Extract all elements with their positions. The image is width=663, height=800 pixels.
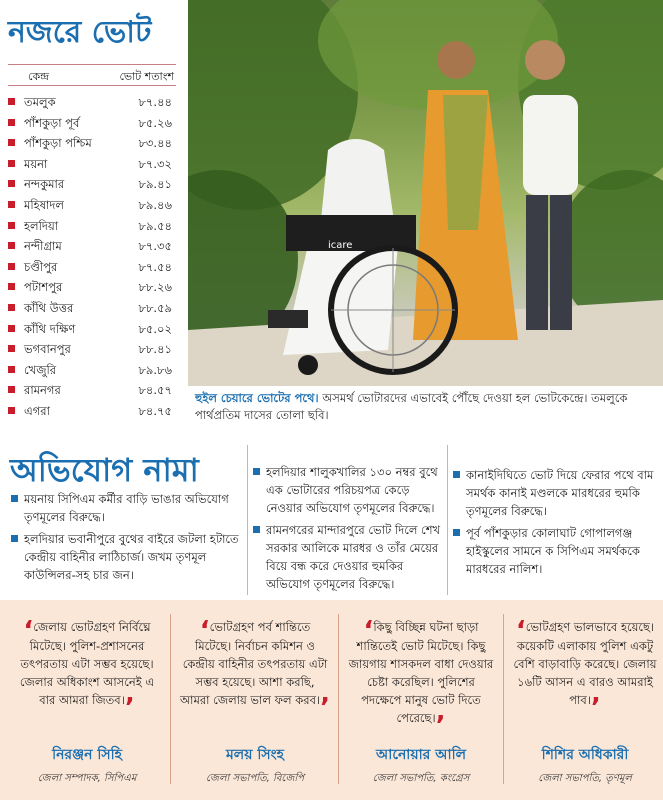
vote-percent: ৮৯.৪১ (138, 177, 172, 192)
bullet-icon (8, 201, 15, 208)
bullet-icon (8, 304, 15, 311)
caption-lead: হুইল চেয়ারে ভোটের পথে। (195, 391, 319, 405)
vote-percent: ৮৪.৫৭ (138, 383, 172, 398)
bullet-icon (8, 386, 15, 393)
turnout-row (8, 319, 176, 337)
complaint-item: রামনগরের মান্দারপুরে ভোট দিলে শেখ সরকার আলিকে মারধর ও তাঁর মেয়ের বিয়ে বন্ধ করে দেওয়ার হুমকির অভিযোগ তৃণমূলের বিরুদ্ধে। (252, 521, 444, 593)
turnout-row (8, 92, 176, 110)
complaint-item: পূর্ব পাঁশকুড়ার কোলাঘাট গোপালগঞ্জ হাইস্কুলের সামনে ক সিপিএম সমর্থককে মারধরের নালিশ। (452, 524, 657, 578)
header-center: কেন্দ্র (28, 70, 50, 83)
vote-percent: ৮৭.৩৫ (138, 239, 172, 254)
quote-role: জেলা সভাপতি, বিজেপি (205, 773, 305, 784)
center-name: ময়না (24, 156, 48, 171)
turnout-row (8, 133, 176, 151)
bullet-icon (8, 407, 15, 414)
vote-percent: ৮৯.৮৬ (138, 362, 172, 377)
vote-percent: ৮৭.৪৪ (138, 95, 172, 109)
quote-block (510, 616, 660, 784)
center-name: কাঁথি দক্ষিণ (24, 321, 76, 336)
turnout-panel (0, 0, 188, 433)
complaints-col-3 (452, 466, 657, 578)
vote-percent: ৮৮.৪১ (138, 342, 172, 357)
bullet-icon (8, 366, 15, 373)
bullet-icon (8, 98, 15, 105)
vote-percent: ৮৪.৭৫ (138, 404, 172, 418)
turnout-row (8, 298, 176, 316)
quote-role: জেলা সভাপতি, তৃণমূল (538, 773, 632, 784)
vote-percent: ৮৭.৫৪ (138, 259, 172, 274)
bullet-icon (8, 283, 15, 290)
open-quote-icon: ‘ (363, 616, 374, 646)
complaint-item: কানাইদিঘিতে ভোট দিয়ে ফেরার পথে বাম সমর্থক কানাই মণ্ডলকে মারধরের হুমকি তৃণমূলের বিরুদ্ধে। (452, 466, 657, 520)
wheelchair-photo-illustration (188, 0, 663, 386)
quote-author: মলয় সিংহ (226, 747, 284, 763)
quote-divider (338, 614, 339, 784)
complaints-title: অভিযোগ নামা (10, 451, 199, 489)
complaint-item: হলদিয়ার ভবানীপুরে বুথের বাইরে জটলা হটাতে কেন্দ্রীয় বাহিনীর লাঠিচার্জ। জখম তৃণমূল কাউন্সিলর-সহ চার জন। (10, 530, 242, 584)
wheelchair-brand: icare (328, 240, 353, 251)
bullet-icon (8, 263, 15, 270)
turnout-row (8, 401, 176, 419)
vote-percent: ৮৫.২৬ (138, 115, 172, 130)
center-name: নন্দীগ্রাম (24, 239, 62, 254)
turnout-row (8, 339, 176, 357)
center-name: খেজুরি (24, 362, 57, 377)
close-quote-icon: ’ (590, 693, 601, 723)
center-name: মহিষাদল (24, 198, 65, 212)
complaints-col-1 (10, 490, 242, 584)
turnout-row (8, 380, 176, 398)
vote-percent: ৮৫.০২ (138, 321, 172, 336)
quote-text: ভোটগ্রহণ পর্ব শান্তিতে মিটেছে। নির্বাচন কমিশন ও কেন্দ্রীয় বাহিনীর তৎপরতায় এটা সম্ভব হয়েছে। আশা করছি, আমরা জেলায় ভাল ফল করব। (180, 620, 328, 707)
column-divider (447, 445, 448, 595)
vote-percent: ৮৮.২৬ (138, 280, 172, 295)
quote-block (180, 616, 330, 784)
turnout-row (8, 277, 176, 295)
bullet-icon (8, 222, 15, 229)
bullet-icon (8, 242, 15, 249)
vote-percent: ৮৮.৫৯ (138, 301, 172, 315)
turnout-row (8, 360, 176, 378)
turnout-row (8, 257, 176, 275)
center-name: চণ্ডীপুর (24, 259, 58, 274)
quote-author: নিরঞ্জন সিহি (52, 747, 122, 763)
center-name: কাঁথি উত্তর (24, 301, 74, 315)
bullet-icon (8, 160, 15, 167)
quote-divider (503, 614, 504, 784)
column-divider (247, 445, 248, 595)
quote-role: জেলা সম্পাদক, সিপিএম (37, 773, 137, 784)
center-name: এগরা (24, 404, 50, 418)
quote-text: জেলায় ভোটগ্রহণ নির্বিঘ্নে মিটেছে। পুলিশ-প্রশাসনের তৎপরতায় এটা সম্ভব হয়েছে। জেলার অধিকাংশ আসনেই এ বার আমরা জিতব। (19, 620, 155, 707)
center-name: হলদিয়া (24, 218, 59, 233)
vote-percent: ৮৭.৩২ (138, 156, 172, 171)
quote-author: শিশির অধিকারী (541, 747, 629, 763)
turnout-row (8, 216, 176, 234)
center-name: রামনগর (24, 383, 61, 398)
turnout-header (8, 64, 176, 86)
complaint-item: ময়নায় সিপিএম কর্মীর বাড়ি ভাঙার অভিযোগ তৃণমূলের বিরুদ্ধে। (10, 490, 242, 526)
quote-block (346, 616, 496, 784)
center-name: পাঁশকুড়া পশ্চিম (24, 136, 92, 151)
bullet-icon (8, 180, 15, 187)
bullet-icon (8, 139, 15, 146)
center-name: ভগবানপুর (24, 342, 71, 357)
vote-percent: ৮৯.৫৪ (138, 218, 172, 233)
caption-body: অসমর্থ ভোটারদের এভাবেই পৌঁছে দেওয়া হল ভোটকেন্দ্রে। তমলুকে পার্থপ্রতিম দাসের তোলা ছবি। (195, 391, 628, 422)
bullet-icon (8, 345, 15, 352)
center-name: তমলুক (24, 95, 56, 109)
center-name: পটাশপুর (24, 280, 63, 295)
quote-role: জেলা সভাপতি, কংগ্রেস (372, 773, 470, 784)
quote-block (12, 616, 162, 784)
open-quote-icon: ‘ (515, 616, 526, 646)
quote-divider (170, 614, 171, 784)
bullet-icon (8, 325, 15, 332)
close-quote-icon: ’ (320, 693, 330, 723)
center-name: নন্দকুমার (24, 177, 65, 192)
close-quote-icon: ’ (435, 711, 446, 741)
turnout-row (8, 174, 176, 192)
turnout-row (8, 236, 176, 254)
turnout-title: নজরে ভোট (8, 15, 152, 50)
open-quote-icon: ‘ (23, 616, 34, 646)
header-vote-percent: ভোট শতাংশ (119, 70, 174, 83)
photo-caption (195, 390, 663, 424)
complaint-item: হলদিয়ার শালুকখালির ১৩০ নম্বর বুথে এক ভোটারের পরিচয়পত্র কেড়ে নেওয়ার অভিযোগ তৃণমূলের বিরুদ্ধে। (252, 463, 444, 517)
bullet-icon (8, 119, 15, 126)
close-quote-icon: ’ (124, 693, 135, 723)
quote-text: ভোটগ্রহণ ভালভাবে হয়েছে। কয়েকটি এলাকায় পুলিশ একটু বেশি বাড়াবাড়ি করেছে। জেলায় ১৬টি আসন এ বারও আমরাই পাব। (513, 620, 657, 707)
turnout-row (8, 195, 176, 213)
vote-percent: ৮৯.৪৬ (138, 198, 172, 212)
turnout-row (8, 113, 176, 131)
open-quote-icon: ‘ (199, 616, 210, 646)
news-photo (188, 0, 663, 386)
center-name: পাঁশকুড়া পূর্ব (24, 115, 80, 130)
complaints-col-2 (252, 447, 444, 593)
vote-percent: ৮৩.৪৪ (138, 136, 172, 151)
turnout-row (8, 154, 176, 172)
quote-text: কিছু বিচ্ছিন্ন ঘটনা ছাড়া শান্তিতেই ভোট মিটেছে। কিছু জায়গায় শাসকদল বাধা দেওয়ার চেষ্টা করেছিল। পুলিশের পদক্ষেপে মানুষ ভোট দিতে পেরেছে। (348, 620, 494, 725)
quote-author: আনোয়ার আলি (375, 747, 467, 763)
